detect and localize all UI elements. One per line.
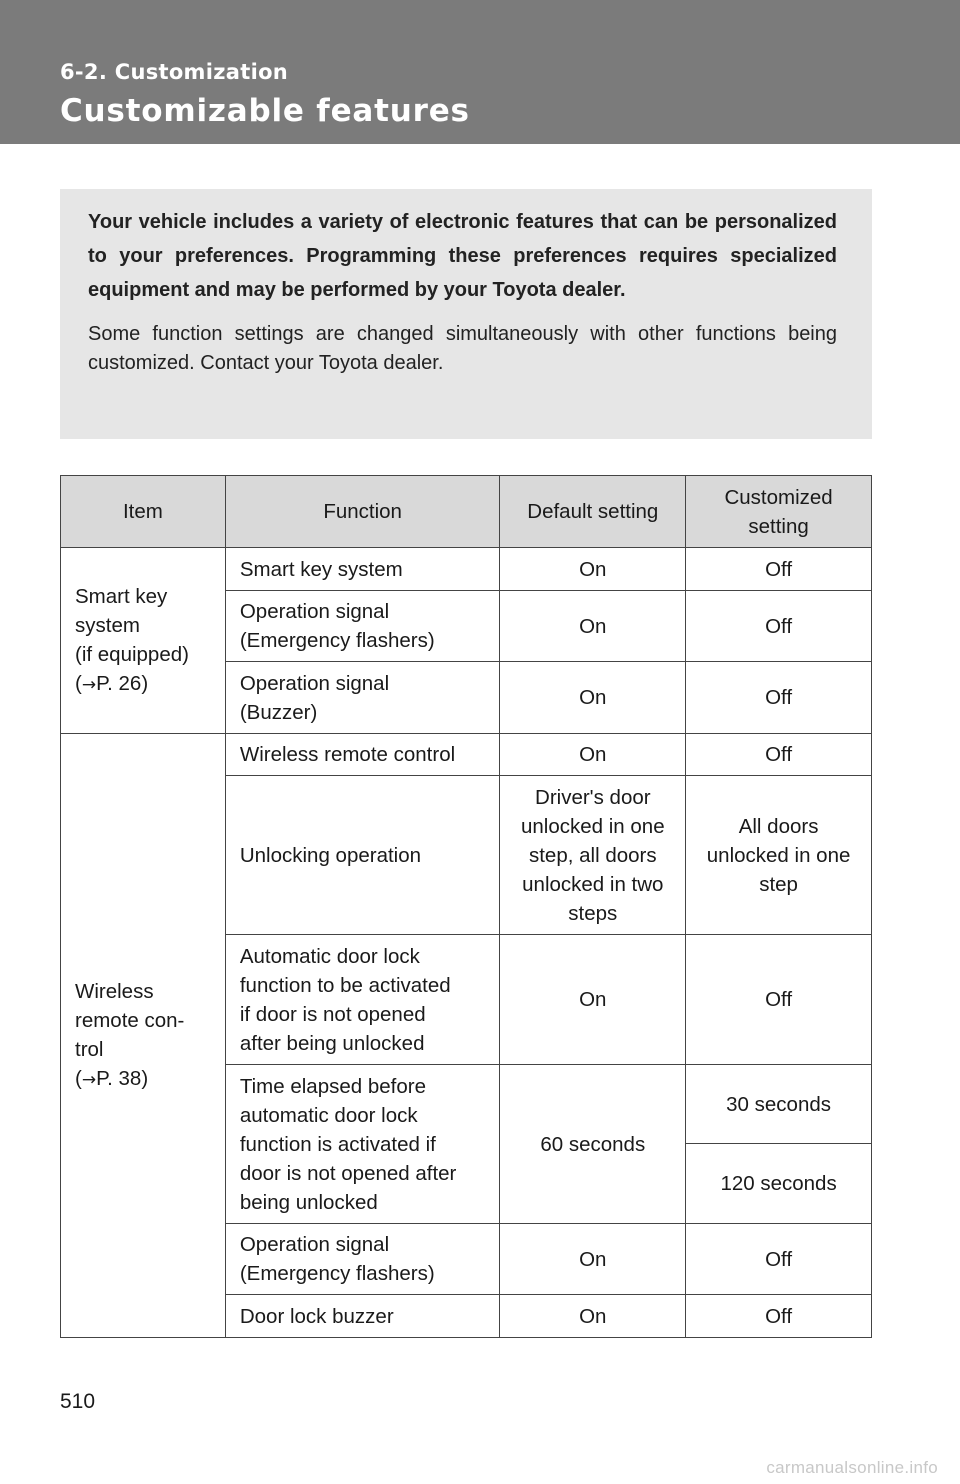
default-cell: On xyxy=(500,662,686,734)
watermark: carmanualsonline.info xyxy=(766,1458,938,1477)
item-line: (if equipped) xyxy=(75,642,189,666)
customized-option-cell: 120 seconds xyxy=(686,1144,872,1224)
table-row xyxy=(61,548,872,591)
function-cell: Time elapsed before automatic door lock function is activated if door is not opened after being unlocked xyxy=(225,1065,500,1224)
customized-cell: Off xyxy=(686,591,872,662)
intro-box xyxy=(60,189,872,439)
function-cell: Unlocking operation xyxy=(225,776,500,935)
table-header-row xyxy=(61,476,872,548)
intro-note-text: Some function settings are changed simultaneously with other functions being customized. Contact your Toyota dealer. xyxy=(88,323,837,374)
customization-table xyxy=(60,475,872,1338)
page-ref: (→P. 26) xyxy=(75,671,149,695)
customized-cell: Off xyxy=(686,662,872,734)
default-cell: On xyxy=(500,1224,686,1295)
arrow-right-icon: → xyxy=(81,674,97,695)
customized-cell: Off xyxy=(686,734,872,776)
default-cell: On xyxy=(500,548,686,591)
customized-option-cell: 30 seconds xyxy=(686,1065,872,1144)
customized-cell: Off xyxy=(686,1295,872,1338)
header-default-setting: Default setting xyxy=(500,476,686,548)
default-cell: On xyxy=(500,935,686,1065)
item-cell-smart-key xyxy=(61,548,226,734)
item-cell-wireless-remote xyxy=(61,734,226,1338)
page-number: 510 xyxy=(60,1390,96,1413)
function-cell: Operation signal (Emergency flashers) xyxy=(225,591,500,662)
function-cell: Automatic door lock function to be activated if door is not opened after being unlocked xyxy=(225,935,500,1065)
header-customized-setting: Customized setting xyxy=(686,476,872,548)
page-ref-text: P. 26 xyxy=(96,671,142,695)
table-row xyxy=(61,734,872,776)
customized-cell: Off xyxy=(686,935,872,1065)
function-cell: Wireless remote control xyxy=(225,734,500,776)
function-cell: Operation signal (Emergency flashers) xyxy=(225,1224,500,1295)
default-cell: On xyxy=(500,591,686,662)
default-cell: On xyxy=(500,1295,686,1338)
section-label: 6-2. Customization xyxy=(60,60,289,84)
default-cell: On xyxy=(500,734,686,776)
customized-cell: All doors unlocked in one step xyxy=(686,776,872,935)
function-cell: Operation signal (Buzzer) xyxy=(225,662,500,734)
page-ref: (→P. 38) xyxy=(75,1066,149,1090)
item-line: trol xyxy=(75,1037,104,1061)
function-cell: Smart key system xyxy=(225,548,500,591)
intro-bold-text: Your vehicle includes a variety of electronic features that can be personalized to your preferences. Programming these preferences requires specialized equipment and may be performed by your Toyota dealer. xyxy=(88,211,837,301)
arrow-right-icon: → xyxy=(81,1069,97,1090)
item-line: Wireless xyxy=(75,979,154,1003)
page-ref-text: P. 38 xyxy=(96,1066,142,1090)
item-line: remote con- xyxy=(75,1008,185,1032)
header-item: Item xyxy=(61,476,226,548)
function-cell: Door lock buzzer xyxy=(225,1295,500,1338)
header-function: Function xyxy=(225,476,500,548)
item-line: Smart key xyxy=(75,584,168,608)
page-title: Customizable features xyxy=(60,93,470,129)
default-cell: Driver's door unlocked in one step, all doors unlocked in two steps xyxy=(500,776,686,935)
customized-cell: Off xyxy=(686,548,872,591)
customized-cell: Off xyxy=(686,1224,872,1295)
default-cell: 60 seconds xyxy=(500,1065,686,1224)
item-line: system xyxy=(75,613,140,637)
